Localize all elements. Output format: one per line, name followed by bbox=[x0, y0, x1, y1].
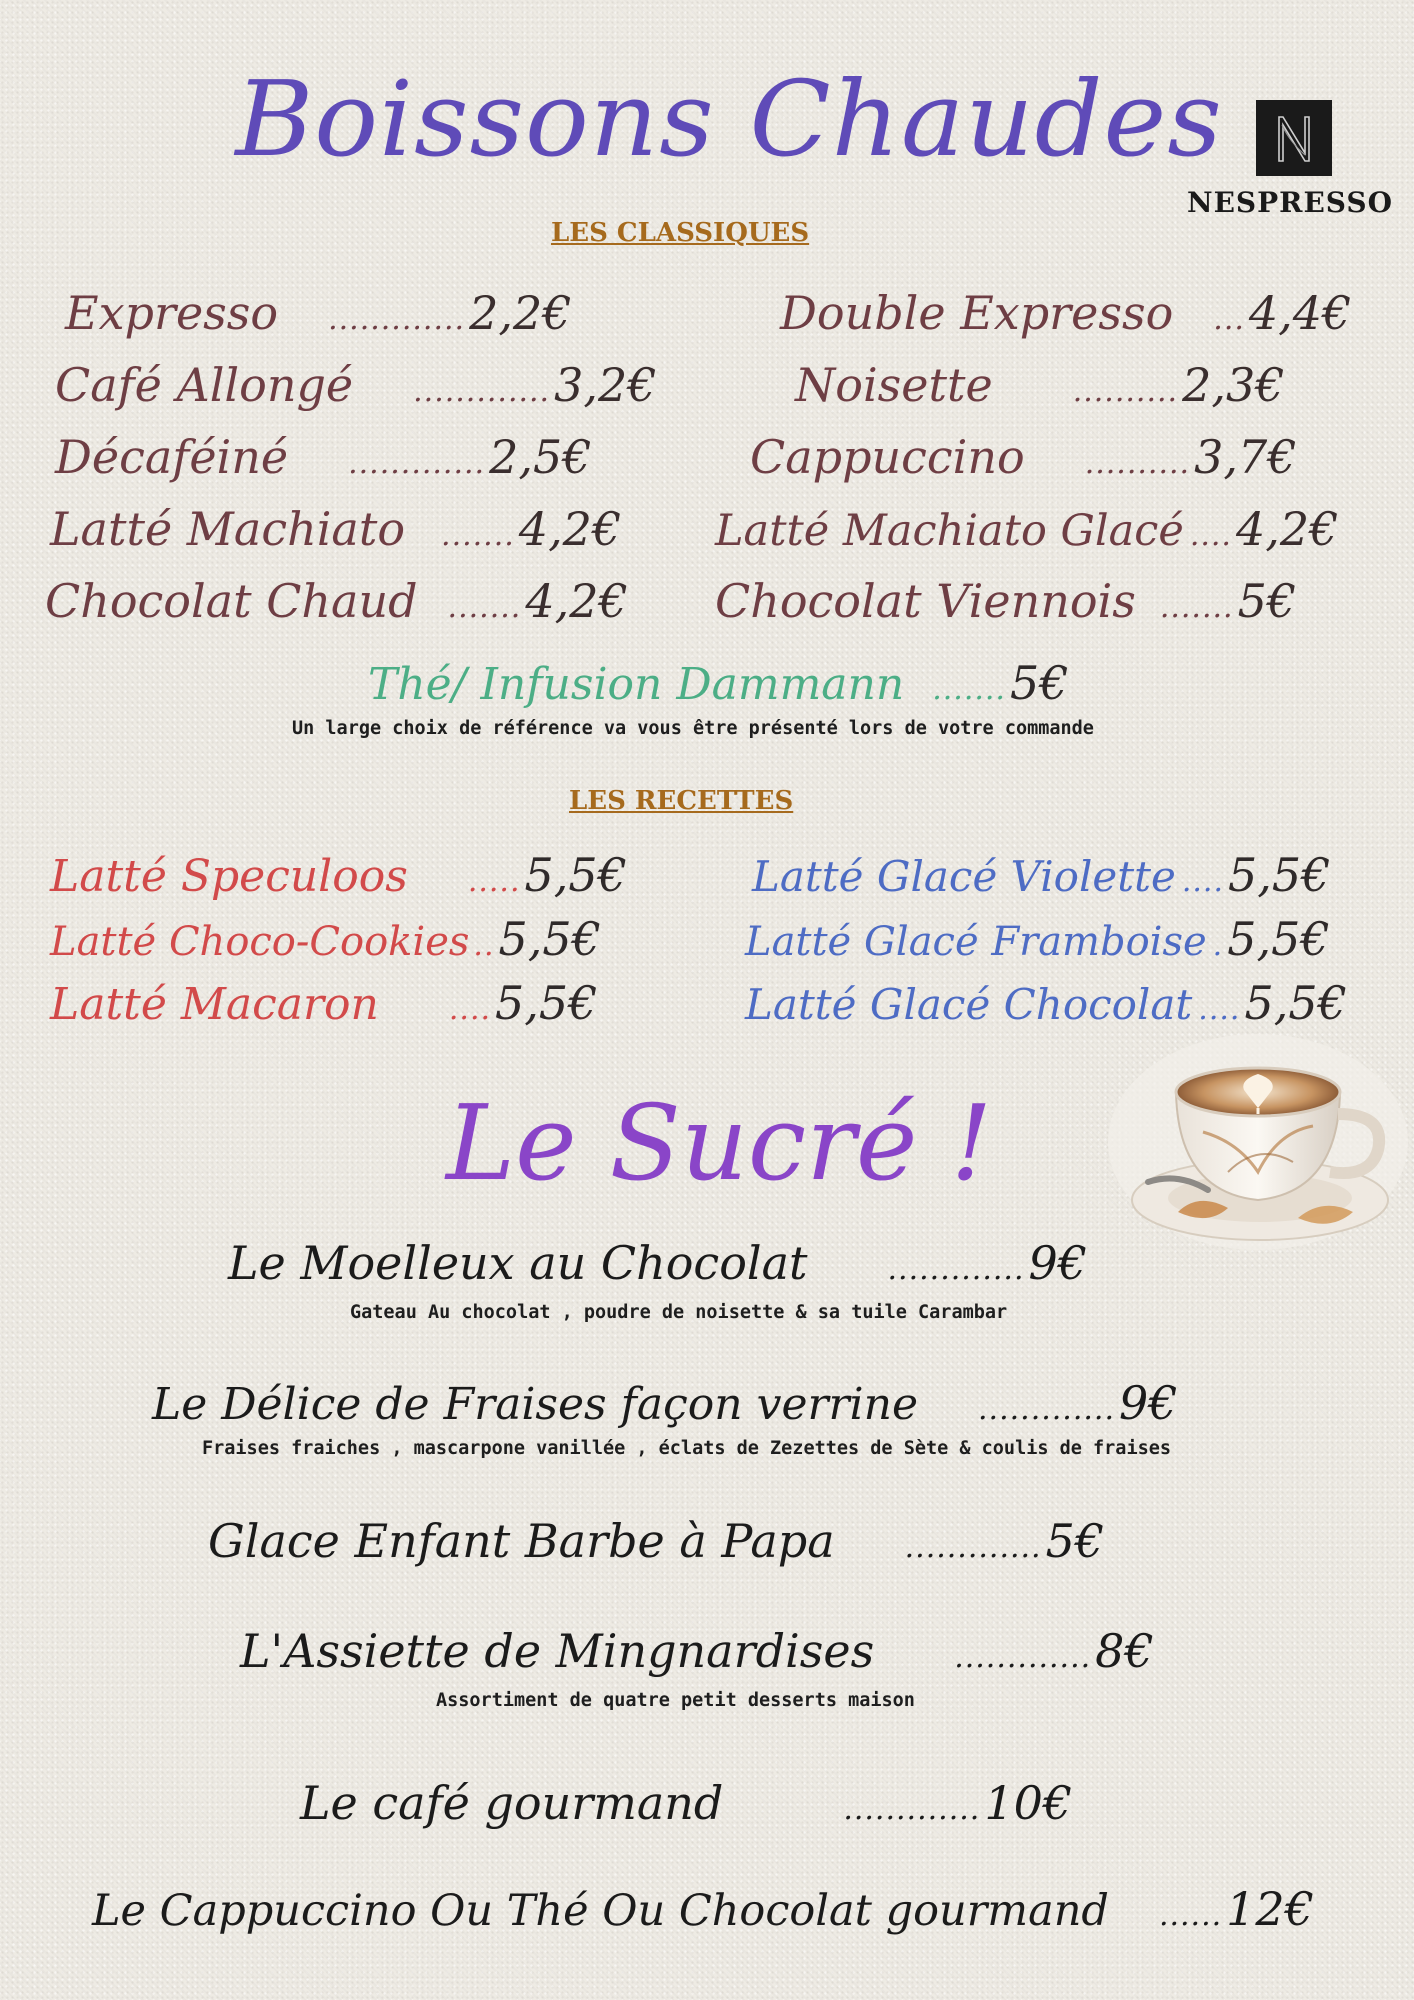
item-name: L'Assiette de Mingnardises bbox=[240, 1624, 875, 1678]
dessert-item bbox=[300, 1776, 1073, 1830]
menu-item bbox=[752, 848, 1331, 902]
item-dots: .... bbox=[1181, 864, 1225, 899]
menu-item bbox=[50, 976, 598, 1030]
item-name: Thé/ Infusion Dammann bbox=[368, 659, 905, 710]
item-price: 5,5€ bbox=[1228, 848, 1331, 902]
item-price: 10€ bbox=[984, 1776, 1073, 1830]
item-price: 5,5€ bbox=[495, 976, 598, 1030]
menu-item bbox=[750, 430, 1297, 484]
nespresso-logo bbox=[1180, 100, 1400, 230]
item-name: Noisette bbox=[795, 358, 993, 412]
item-price: 2,2€ bbox=[469, 286, 572, 340]
item-price: 5,5€ bbox=[1244, 976, 1347, 1030]
item-name: Latté Glacé Chocolat bbox=[745, 980, 1193, 1029]
item-dots: ............. bbox=[954, 1640, 1092, 1675]
item-price: 5,5€ bbox=[498, 912, 601, 966]
item-price: 4,2€ bbox=[518, 502, 622, 556]
menu-item bbox=[55, 430, 592, 484]
menu-item bbox=[45, 574, 628, 628]
item-dots: ....... bbox=[932, 672, 1006, 707]
item-price: 2,3€ bbox=[1182, 358, 1285, 412]
item-price: 4,4€ bbox=[1248, 286, 1352, 340]
item-name: Glace Enfant Barbe à Papa bbox=[208, 1514, 835, 1568]
item-dots: ............. bbox=[887, 1252, 1025, 1287]
coffee-cup-image bbox=[1108, 1022, 1408, 1252]
item-price: 3,7€ bbox=[1194, 430, 1297, 484]
item-name: Double Expresso bbox=[780, 286, 1174, 340]
item-name: Latté Macaron bbox=[50, 979, 379, 1030]
item-price: 4,2€ bbox=[525, 574, 628, 628]
dessert-item bbox=[92, 1882, 1314, 1936]
item-dots: ....... bbox=[1159, 590, 1234, 625]
menu-item bbox=[50, 912, 601, 966]
menu-item bbox=[745, 912, 1330, 966]
item-name: Le café gourmand bbox=[300, 1776, 724, 1830]
dessert-note: Assortiment de quatre petit desserts maison bbox=[436, 1690, 915, 1711]
item-dots: ............. bbox=[348, 446, 486, 481]
item-name: Latté Glacé Violette bbox=[752, 852, 1176, 901]
menu-item-tea bbox=[368, 656, 1069, 710]
item-name: Cappuccino bbox=[750, 430, 1025, 484]
item-dots: ............. bbox=[413, 374, 551, 409]
item-name: Expresso bbox=[65, 286, 279, 340]
menu-item bbox=[715, 574, 1297, 628]
tea-note: Un large choix de référence va vous être présenté lors de votre commande bbox=[292, 718, 1094, 739]
item-price: 12€ bbox=[1226, 1882, 1314, 1936]
latte-art-coffee-cup-icon bbox=[1108, 1022, 1408, 1252]
item-price: 4,2€ bbox=[1235, 502, 1339, 556]
dessert-item bbox=[240, 1624, 1154, 1678]
dessert-note: Gateau Au chocolat , poudre de noisette & sa tuile Carambar bbox=[350, 1302, 1008, 1323]
item-name: Latté Speculoos bbox=[50, 851, 408, 902]
item-price: 5,5€ bbox=[524, 848, 627, 902]
item-dots: .......... bbox=[1072, 374, 1179, 409]
item-name: Chocolat Viennois bbox=[715, 574, 1136, 628]
item-price: 2,5€ bbox=[489, 430, 592, 484]
menu-item bbox=[780, 286, 1352, 340]
dessert-item bbox=[152, 1376, 1178, 1430]
dessert-item bbox=[228, 1236, 1088, 1290]
item-price: 9€ bbox=[1028, 1236, 1088, 1290]
item-price: 9€ bbox=[1119, 1376, 1178, 1430]
item-name: Latté Choco-Cookies bbox=[50, 919, 470, 965]
menu-item bbox=[745, 976, 1347, 1030]
item-dots: . bbox=[1212, 928, 1224, 963]
item-name: Le Délice de Fraises façon verrine bbox=[152, 1379, 919, 1430]
item-dots: ............. bbox=[978, 1392, 1115, 1427]
item-dots: ..... bbox=[467, 864, 521, 899]
item-dots: .... bbox=[1198, 992, 1241, 1027]
item-name: Café Allongé bbox=[55, 358, 354, 412]
item-name: Le Moelleux au Chocolat bbox=[228, 1236, 808, 1290]
menu-item bbox=[715, 502, 1339, 556]
dessert-item bbox=[208, 1514, 1105, 1568]
menu-item bbox=[55, 358, 657, 412]
item-dots: ....... bbox=[447, 590, 522, 625]
item-dots: ............. bbox=[843, 1792, 981, 1827]
menu-item bbox=[795, 358, 1285, 412]
item-name: Latté Glacé Framboise bbox=[745, 919, 1207, 965]
item-price: 5€ bbox=[1009, 656, 1069, 710]
item-name: Latté Machiato bbox=[50, 502, 406, 556]
item-dots: .. bbox=[473, 928, 495, 963]
item-dots: .......... bbox=[1084, 446, 1191, 481]
item-price: 5€ bbox=[1045, 1514, 1105, 1568]
item-price: 5,5€ bbox=[1227, 912, 1330, 966]
item-dots: ... bbox=[1213, 302, 1245, 337]
recettes-heading: LES RECETTES bbox=[569, 786, 794, 816]
item-dots: .... bbox=[1189, 518, 1232, 553]
item-dots: ...... bbox=[1158, 1898, 1223, 1933]
item-name: Décaféiné bbox=[55, 430, 289, 484]
menu-item bbox=[50, 502, 622, 556]
item-price: 8€ bbox=[1095, 1624, 1154, 1678]
classiques-heading: LES CLASSIQUES bbox=[551, 218, 810, 248]
nespresso-wordmark: NESPRESSO bbox=[1186, 186, 1394, 219]
item-dots: .... bbox=[448, 992, 492, 1027]
dessert-note: Fraises fraiches , mascarpone vanillée , éclats de Zezettes de Sète & coulis de fraises bbox=[202, 1438, 1172, 1459]
item-price: 5€ bbox=[1237, 574, 1297, 628]
menu-item bbox=[65, 286, 572, 340]
menu-item bbox=[50, 848, 627, 902]
item-dots: ............. bbox=[904, 1530, 1042, 1565]
item-dots: ............. bbox=[328, 302, 466, 337]
item-name: Chocolat Chaud bbox=[45, 574, 418, 628]
menu-title: Boissons Chaudes bbox=[235, 58, 1223, 180]
item-name: Latté Machiato Glacé bbox=[715, 506, 1184, 556]
item-name: Le Cappuccino Ou Thé Ou Chocolat gourmand bbox=[92, 1886, 1109, 1936]
sucre-title: Le Sucré ! bbox=[446, 1082, 993, 1204]
item-dots: ....... bbox=[441, 518, 515, 553]
nespresso-n-icon bbox=[1256, 100, 1332, 176]
item-price: 3,2€ bbox=[554, 358, 657, 412]
